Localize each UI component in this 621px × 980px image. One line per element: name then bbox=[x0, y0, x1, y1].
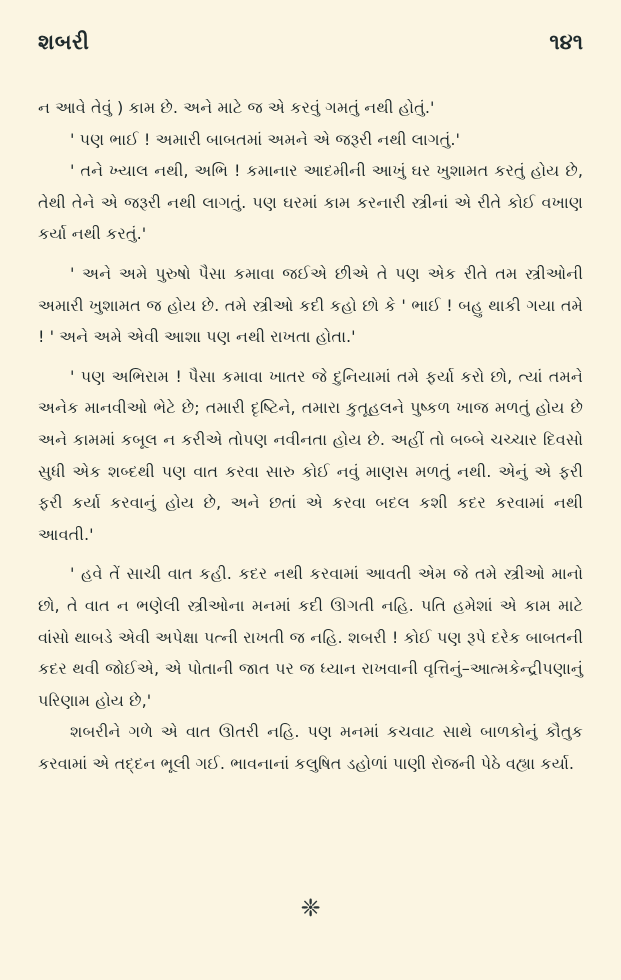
paragraph-1: ન આવે તેવું ) કામ છે. અને માટે જ એ કરવું ગમતું નથી હોતું.' bbox=[38, 98, 435, 117]
page-number: ૧૪૧ bbox=[549, 30, 583, 54]
paragraph-4: ' અને અમે પુરુષો પૈસા કમાવા જઈએ છીએ તે પણ એક રીતે તમ સ્ત્રીઓની અમારી ખુશામત જ હોય છે. તમે સ્ત્રીઓ કદી કહો છો કે ' ભાઈ ! બહુ થાકી ગયા તમે ! ' અને અમે એવી આશા પણ નથી રાખતા હોતા.' bbox=[38, 263, 583, 347]
paragraph-7: શબરીને ગળે એ વાત ઊતરી નહિ. પણ મનમાં કચવાટ સાથે બાળકોનું કૌતુક કરવામાં એ તદ્દન ભૂલી ગઈ. ભાવનાનાં કલુષિત ડહોળાં પાણી રોજની પેઠે વહ્યા કર્યા. bbox=[38, 722, 583, 773]
paragraph-6: ' હવે તેં સાચી વાત કહી. કદર નથી કરવામાં આવતી એમ જે તમે સ્ત્રીઓ માનો છો, તે વાત ન ભણેલી સ્ત્રીઓના મનમાં કદી ઊગતી નહિ. પતિ હમેશાં એ કામ માટે વાંસો થાબડે એવી અપેક્ષા પત્ની રાખતી જ નહિ. શબરી ! કોઈ પણ રૂપે દરેક બાબતની કદર થવી જોઈએ, એ પોતાની જાત પર જ ધ્યાન રાખવાની વૃત્તિનું–આત્મકેન્દ્રીપણાનું પરિણામ હોય છે,' bbox=[38, 564, 583, 710]
paragraph-3: ' તને ખ્યાલ નથી, અભિ ! કમાનાર આદમીની આખું ઘર ખુશામત કરતું હોય છે, તેથી તેને એ જરૂરી નથી લાગતું. પણ ઘરમાં કામ કરનારી સ્ત્રીનાં એ રીતે કોઈ વખાણ કર્યા નથી કરતું.' bbox=[38, 161, 583, 244]
flower-ornament-icon: ❈ bbox=[300, 894, 321, 922]
body-text bbox=[38, 92, 583, 779]
page-header bbox=[38, 30, 583, 74]
running-head: શબરી bbox=[38, 30, 90, 54]
paragraph-2: ' પણ ભાઈ ! અમારી બાબતમાં અમને એ જરૂરી નથી લાગતું.' bbox=[70, 129, 461, 149]
paragraph-5: ' પણ અભિરામ ! પૈસા કમાવા ખાતર જે દુનિયામાં તમે ફર્યા કરો છો, ત્યાં તમને અનેક માનવીઓ ભેટે છે; તમારી દૃષ્ટિને, તમારા કુતૂહલને પુષ્કળ ખાજ મળતું હોય છે અને કામમાં કબૂલ ન કરીએ તોપણ નવીનતા હોય છે. અહીં તો બબ્બે ચચ્ચાર દિવસો સુધી એક શબ્દથી પણ વાત કરવા સારુ કોઈ નવું માણસ મળતું નથી. એનું એ ફરી ફરી કર્યા કરવાનું હોય છે, અને છતાં એ કરવા બદલ કશી કદર કરવામાં નથી આવતી.' bbox=[38, 366, 583, 544]
